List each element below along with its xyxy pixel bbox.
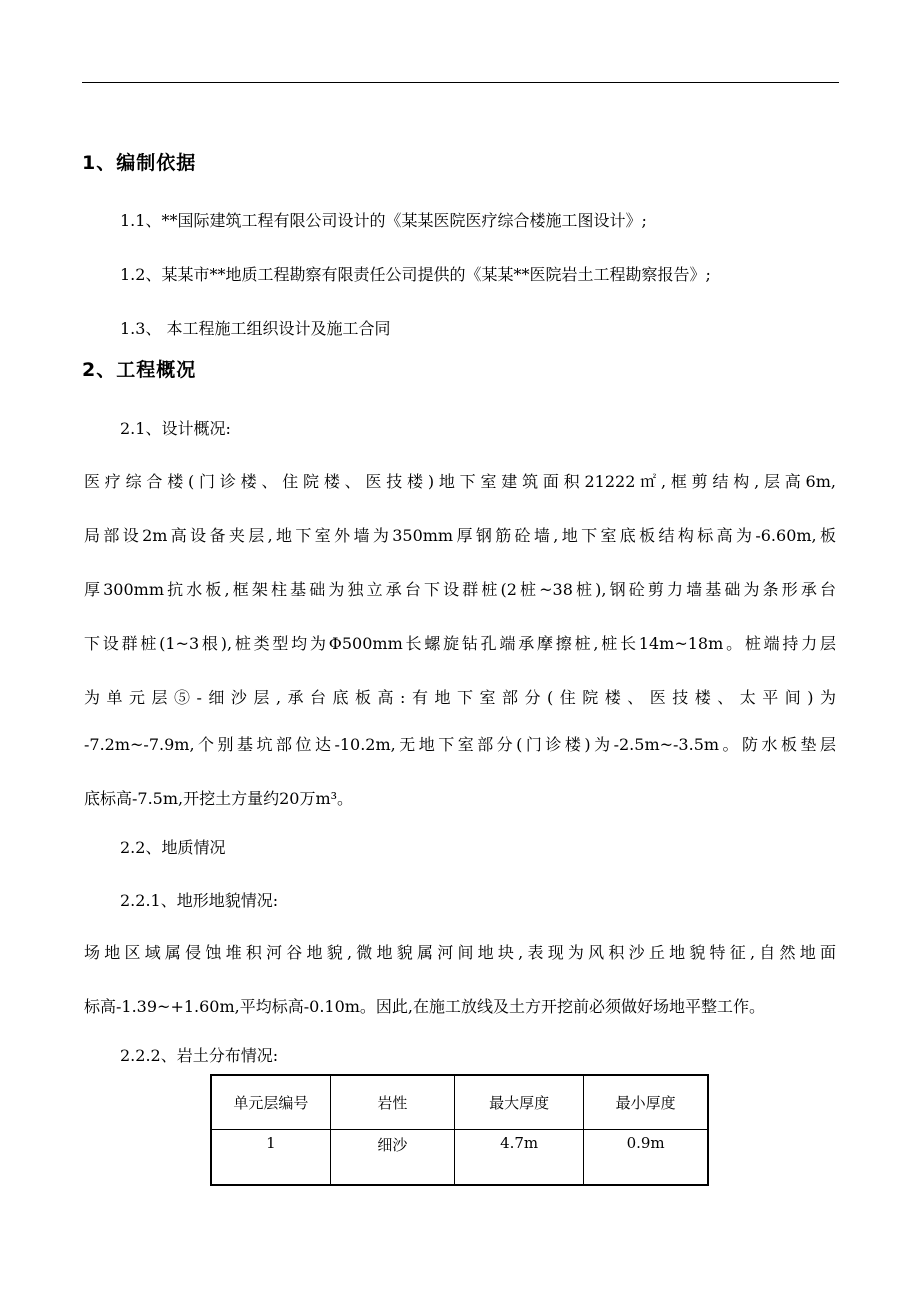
table-row bbox=[211, 1130, 708, 1186]
table-header-cell: 最小厚度 bbox=[584, 1075, 708, 1130]
table-cell: 4.7m bbox=[455, 1130, 584, 1186]
design-paragraph-line: 为单元层⑤-细沙层,承台底板高:有地下室部分(住院楼、医技楼、太平间)为 bbox=[84, 688, 836, 707]
table-header-cell: 最大厚度 bbox=[455, 1075, 584, 1130]
design-paragraph-line: 局部设2m高设备夹层,地下室外墙为350mm厚钢筋砼墙,地下室底板结构标高为-6.60m,板 bbox=[84, 526, 836, 545]
header-rule bbox=[82, 82, 839, 83]
basis-item-3: 1.3、 本工程施工组织设计及施工合同 bbox=[120, 319, 391, 338]
design-paragraph-line: -7.2m~-7.9m,个别基坑部位达-10.2m,无地下室部分(门诊楼)为-2.5m~-3.5m。防水板垫层 bbox=[84, 735, 836, 754]
table-header-row bbox=[211, 1075, 708, 1130]
design-overview-title: 2.1、设计概况: bbox=[120, 419, 231, 438]
terrain-paragraph-line: 标高-1.39~+1.60m,平均标高-0.10m。因此,在施工放线及土方开挖前必须做好场地平整工作。 bbox=[84, 997, 766, 1016]
soil-distribution-title: 2.2.2、岩土分布情况: bbox=[120, 1046, 279, 1065]
design-paragraph-line: 厚300mm抗水板,框架柱基础为独立承台下设群桩(2桩~38桩),钢砼剪力墙基础为条形承台 bbox=[84, 580, 836, 599]
design-paragraph-line: 底标高-7.5m,开挖土方量约20万m³。 bbox=[84, 789, 354, 808]
terrain-title: 2.2.1、地形地貌情况: bbox=[120, 891, 279, 910]
table-cell: 细沙 bbox=[330, 1130, 454, 1186]
terrain-paragraph-line: 场地区域属侵蚀堆积河谷地貌,微地貌属河间地块,表现为风积沙丘地貌特征,自然地面 bbox=[84, 943, 836, 962]
basis-item-2: 1.2、某某市**地质工程勘察有限责任公司提供的《某某**医院岩土工程勘察报告》; bbox=[120, 265, 711, 284]
soil-layer-table bbox=[210, 1074, 709, 1186]
basis-item-1: 1.1、**国际建筑工程有限公司设计的《某某医院医疗综合楼施工图设计》; bbox=[120, 211, 647, 230]
design-paragraph-line: 医疗综合楼(门诊楼、住院楼、医技楼)地下室建筑面积21222㎡,框剪结构,层高6m, bbox=[84, 472, 836, 491]
table-header-cell: 岩性 bbox=[330, 1075, 454, 1130]
geology-title: 2.2、地质情况 bbox=[120, 838, 226, 857]
table-header-cell: 单元层编号 bbox=[211, 1075, 330, 1130]
table-cell: 1 bbox=[211, 1130, 330, 1186]
section-2-heading: 2、工程概况 bbox=[82, 359, 197, 381]
section-1-heading: 1、编制依据 bbox=[82, 152, 197, 174]
design-paragraph-line: 下设群桩(1~3根),桩类型均为Φ500mm长螺旋钻孔端承摩擦桩,桩长14m~18m。桩端持力层 bbox=[84, 634, 836, 653]
table-cell: 0.9m bbox=[584, 1130, 708, 1186]
